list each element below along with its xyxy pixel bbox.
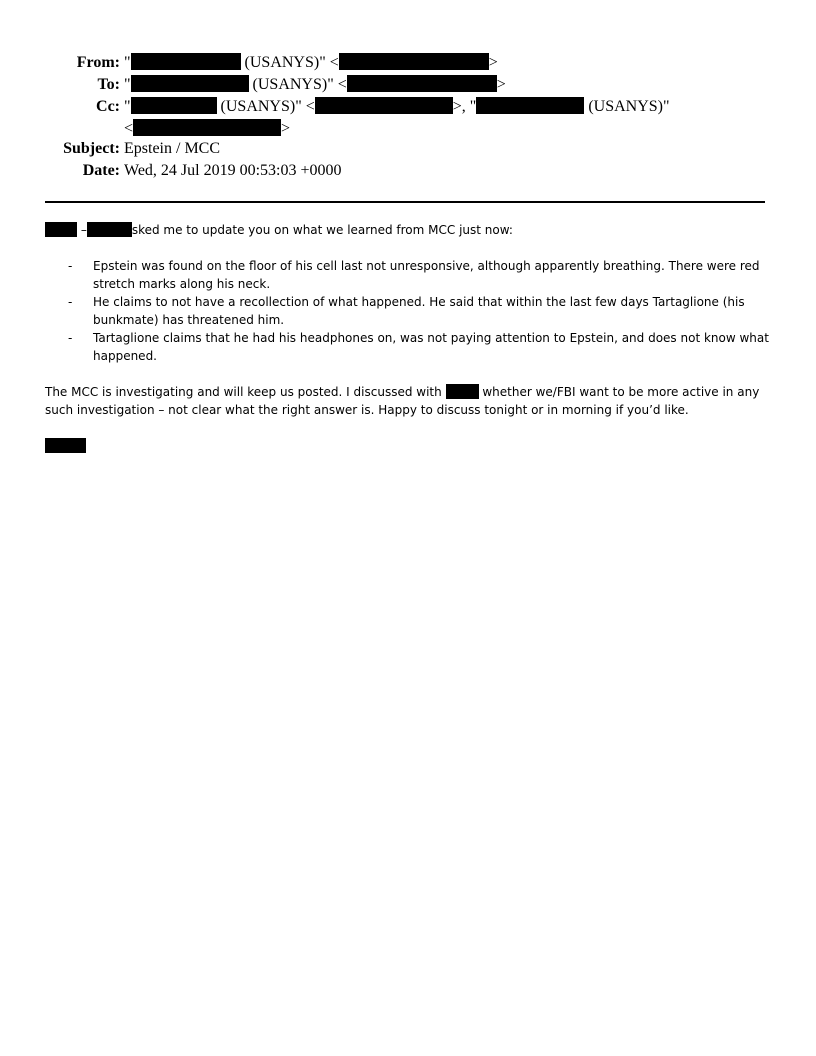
close-angle: > — [281, 120, 291, 137]
greeting-line — [45, 221, 770, 239]
bullet-list — [45, 257, 770, 365]
redaction-bar — [45, 438, 86, 453]
list-item — [45, 257, 770, 293]
redaction-bar — [131, 53, 241, 70]
greeting-text: sked me to update you on what we learned from MCC just now: — [131, 223, 513, 237]
redaction-bar — [339, 53, 489, 70]
greeting-dash: – — [77, 223, 87, 237]
redaction-bar — [45, 222, 77, 237]
bullet-dash: - — [68, 259, 73, 273]
to-value — [124, 74, 506, 96]
quote-mark: " — [124, 54, 131, 71]
to-label: To: — [97, 76, 120, 93]
message-body — [45, 221, 770, 455]
paragraph-text-continued: whether we/FBI want to be more active in any such investigation – not clear what the right answer is. Happy to discuss tonight or in morning if you’d like. — [45, 385, 760, 417]
redaction-bar — [476, 97, 584, 114]
from-value — [124, 52, 498, 74]
subject-value: Epstein / MCC — [124, 140, 221, 157]
bullet-dash: - — [68, 331, 73, 345]
header-divider — [45, 201, 765, 203]
redaction-bar — [133, 119, 281, 136]
redaction-bar — [131, 97, 217, 114]
cc-separator: >, " — [452, 98, 477, 115]
paragraph-text: The MCC is investigating and will keep us posted. I discussed with — [45, 385, 446, 399]
redaction-bar — [446, 384, 479, 399]
cc-value-continued — [124, 118, 290, 140]
org-end-text: (USANYS)" — [584, 98, 670, 115]
from-row — [0, 52, 816, 74]
list-item-text: Tartaglione claims that he had his headphones on, was not paying attention to Epstein, and does not know what happened. — [93, 331, 769, 363]
investigation-paragraph — [45, 383, 770, 419]
quote-mark: " — [124, 98, 131, 115]
list-item-text: He claims to not have a recollection of what happened. He said that within the last few days Tartaglione (his bunkmate) has threatened him. — [93, 295, 745, 327]
subject-label: Subject: — [63, 140, 120, 157]
cc-row — [0, 96, 816, 118]
list-item — [45, 329, 770, 365]
redaction-bar — [347, 75, 497, 92]
from-label: From: — [76, 54, 120, 71]
list-item-text: Epstein was found on the floor of his cell last not unresponsive, although apparently breathing. There were red stretch marks along his neck. — [93, 259, 760, 291]
date-label: Date: — [82, 162, 120, 179]
email-header — [0, 52, 816, 182]
redaction-bar — [87, 222, 132, 237]
date-row — [0, 160, 816, 182]
org-text: (USANYS)" < — [240, 54, 339, 71]
close-angle: > — [496, 76, 506, 93]
cc-value — [124, 96, 670, 118]
org-text: (USANYS)" < — [216, 98, 315, 115]
close-angle: > — [488, 54, 498, 71]
subject-row — [0, 138, 816, 160]
quote-mark: " — [124, 76, 131, 93]
bullet-dash: - — [68, 295, 73, 309]
redaction-bar — [131, 75, 249, 92]
list-item — [45, 293, 770, 329]
open-angle: < — [124, 120, 134, 137]
cc-label: Cc: — [96, 98, 120, 115]
date-value: Wed, 24 Jul 2019 00:53:03 +0000 — [124, 162, 342, 179]
signature — [45, 437, 770, 455]
redaction-bar — [315, 97, 453, 114]
to-row — [0, 74, 816, 96]
cc-row-continued — [0, 118, 816, 138]
org-text: (USANYS)" < — [248, 76, 347, 93]
